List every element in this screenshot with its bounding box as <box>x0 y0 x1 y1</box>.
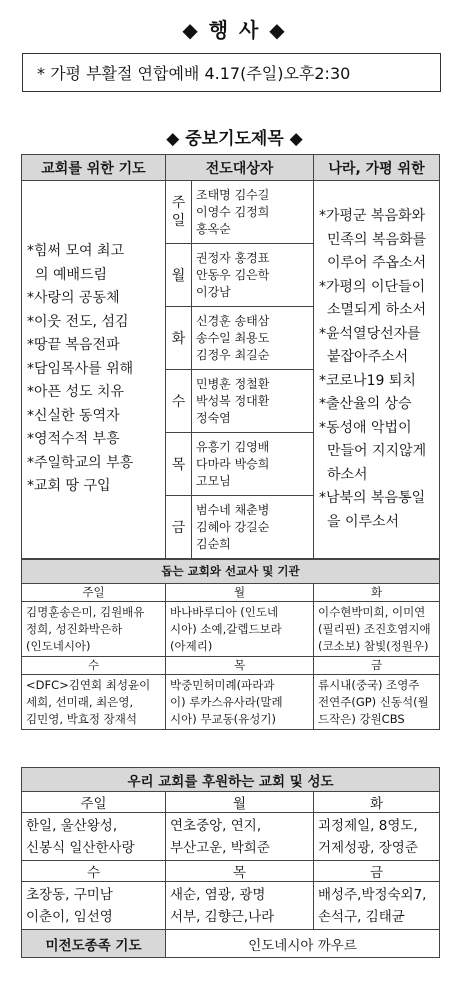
missions-cell: 바나바루디아 (인도네 시아) 소예,갈렙드보라 (아제리) <box>166 602 314 657</box>
header-nation: 나라, 가평 위한 <box>314 155 440 181</box>
missions-cell: 김명훈송은미, 김원배유 정희, 성진화박은하 (인도네시아) <box>22 602 166 657</box>
list-item: *동성애 악법이 <box>319 419 412 436</box>
evangelism-names: 유흥기 김영배 다마라 박승희 고모님 <box>192 433 314 496</box>
list-item: 민족의 복음화를 <box>327 231 427 248</box>
supporters-cell: 초장동, 구미남 이춘이, 임선영 <box>22 882 166 930</box>
list-item: *주일학교의 부흥 <box>27 454 134 471</box>
list-item: *윤석열당선자를 <box>319 325 421 342</box>
list-item: *영적수적 부흥 <box>27 431 120 448</box>
prayer-table <box>21 154 440 559</box>
unreached-label: 미전도종족 기도 <box>22 930 166 958</box>
supporters-cell: 새순, 염광, 광명 서부, 김향근,나라 <box>166 882 314 930</box>
list-item: *신실한 동역자 <box>27 407 120 424</box>
list-item: *가평군 복음화와 <box>319 208 426 225</box>
list-item: 이루어 주옵소서 <box>327 255 427 272</box>
list-item: *코로나19 퇴치 <box>319 372 416 389</box>
day-label: 목 <box>166 433 192 496</box>
day-header: 목 <box>166 657 314 675</box>
day-label: 월 <box>166 244 192 307</box>
day-label: 화 <box>166 307 192 370</box>
list-item: *가평의 이단들이 <box>319 278 426 295</box>
prayer-title: ◆ 중보기도제목 ◆ <box>166 129 303 149</box>
evangelism-names: 범수네 채춘병 김혜아 강길순 김순희 <box>192 496 314 559</box>
day-header: 금 <box>314 657 440 675</box>
supporters-cell: 배성주,박정숙외7, 손석구, 김태균 <box>314 882 440 930</box>
list-item: *아픈 성도 치유 <box>27 384 125 401</box>
list-item: *담임목사를 위해 <box>27 360 134 377</box>
supporters-cell: 괴정제일, 8영도, 거제성광, 장영준 <box>314 813 440 861</box>
day-label: 주일 <box>166 181 192 244</box>
day-label: 금 <box>166 496 192 559</box>
church-prayer-list <box>22 181 166 559</box>
day-header: 금 <box>314 861 440 882</box>
day-header: 주일 <box>22 792 166 813</box>
list-item: 만들어 지지않게 <box>327 443 427 460</box>
list-item: *남북의 복음통일 <box>319 490 426 507</box>
supporters-cell: 한일, 울산왕성, 신봉식 일산한사랑 <box>22 813 166 861</box>
day-header: 목 <box>166 861 314 882</box>
supporters-title: 우리 교회를 후원하는 교회 및 성도 <box>22 768 440 792</box>
missions-cell: <DFC>김연회 최성윤이 세희, 선미래, 최은영, 김민영, 박효정 장재석 <box>22 675 166 730</box>
list-item: *이웃 전도, 섬김 <box>27 313 129 330</box>
list-item: 소멸되게 하소서 <box>327 302 427 319</box>
day-header: 화 <box>314 792 440 813</box>
day-header: 월 <box>166 584 314 602</box>
day-header: 화 <box>314 584 440 602</box>
list-item: 하소서 <box>327 466 368 483</box>
day-header: 수 <box>22 657 166 675</box>
list-item: 의 예배드림 <box>35 266 108 283</box>
header-church: 교회를 위한 기도 <box>22 155 166 181</box>
day-header: 월 <box>166 792 314 813</box>
evangelism-names: 조태명 김수길 이영수 김정희 홍옥순 <box>192 181 314 244</box>
list-item: *사랑의 공동체 <box>27 290 120 307</box>
missions-cell: 류시내(중국) 조영주 전연주(GP) 신동석(월 드작은) 강원CBS <box>314 675 440 730</box>
missions-title: 돕는 교회와 선교사 및 기관 <box>22 560 440 584</box>
list-item: *땅끝 복음전파 <box>27 337 120 354</box>
day-header: 수 <box>22 861 166 882</box>
supporters-table <box>21 767 440 958</box>
event-item: * 가평 부활절 연합예배 4.17(주일)오후2:30 <box>22 53 441 92</box>
unreached-value: 인도네시아 까우르 <box>166 930 440 958</box>
list-item: 붙잡아주소서 <box>327 349 409 366</box>
evangelism-names: 신경훈 송태삼 송수일 최용도 김정우 최길순 <box>192 307 314 370</box>
day-header: 주일 <box>22 584 166 602</box>
supporters-cell: 연초중앙, 연지, 부산고운, 박희준 <box>166 813 314 861</box>
list-item: *교회 땅 구입 <box>27 478 111 495</box>
list-item: 을 이루소서 <box>327 513 400 530</box>
evangelism-names: 민병훈 정철환 박성복 정대환 정숙염 <box>192 370 314 433</box>
header-evangelism: 전도대상자 <box>166 155 314 181</box>
list-item: *힘써 모여 최고 <box>27 243 125 260</box>
events-title: ◆ 행 사 ◆ <box>182 18 287 42</box>
day-label: 수 <box>166 370 192 433</box>
missions-cell: 박중민허미례(파라과 이) 루카스유사라(말레 시아) 무교동(유성기) <box>166 675 314 730</box>
list-item: *출산율의 상승 <box>319 396 412 413</box>
missions-table <box>21 559 440 730</box>
missions-cell: 이수현박미희, 이미연 (필리핀) 조진호염지애 (코소보) 참빛(정원우) <box>314 602 440 657</box>
evangelism-names: 권정자 홍경표 안동우 김은학 이강남 <box>192 244 314 307</box>
nation-prayer-list <box>314 181 440 559</box>
